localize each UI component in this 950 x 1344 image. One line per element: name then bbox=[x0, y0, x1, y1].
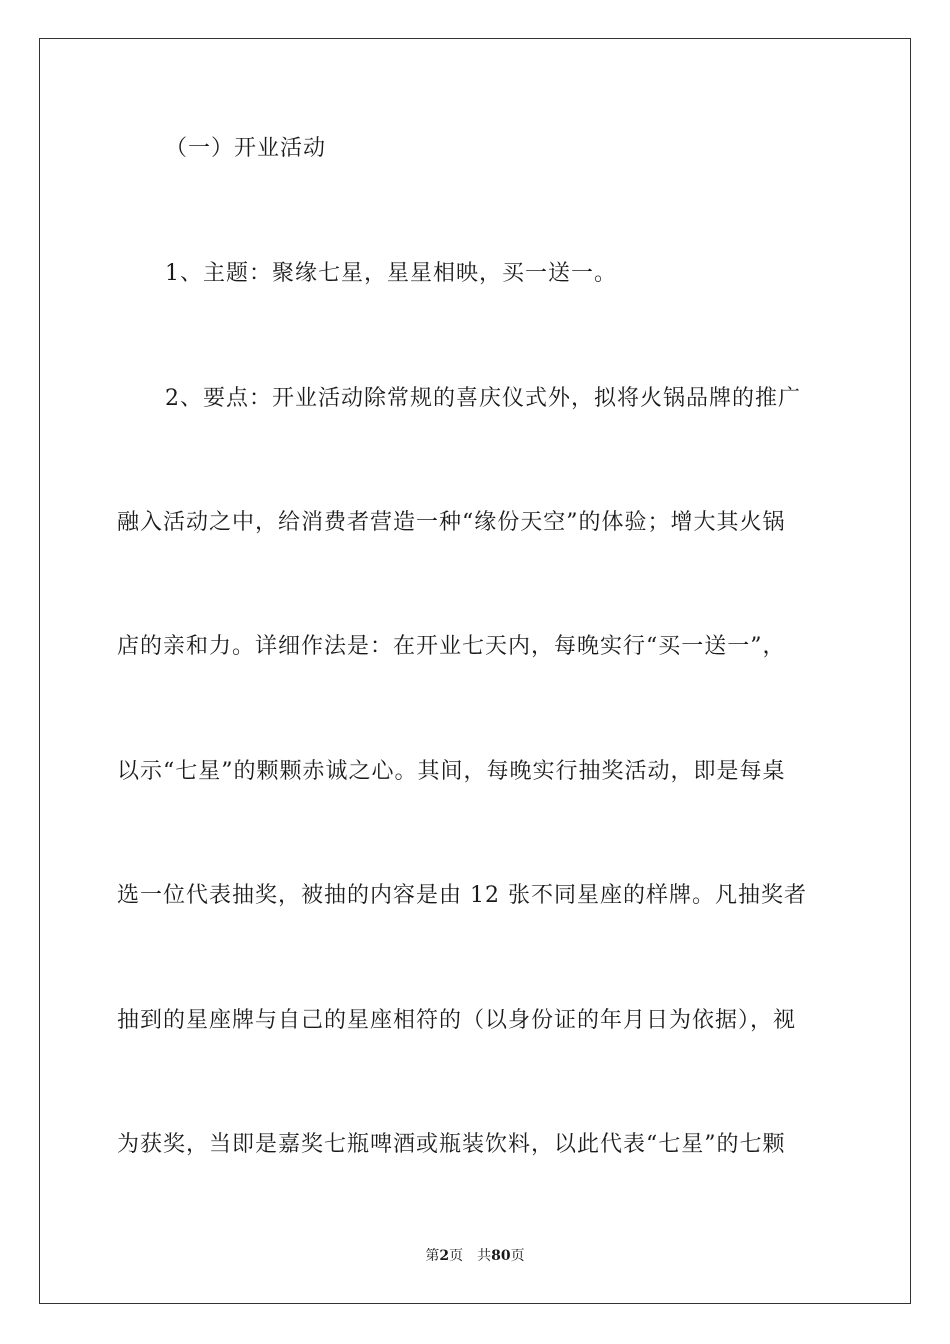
page-number: 2 bbox=[439, 1248, 450, 1264]
list-item-theme: 1、主题：聚缘七星，星星相映，买一送一。 bbox=[165, 261, 617, 286]
page-label-suffix: 页 bbox=[449, 1248, 464, 1264]
total-label-suffix: 页 bbox=[510, 1248, 525, 1264]
paragraph-line: 选一位代表抽奖，被抽的内容是由 12 张不同星座的样牌。凡抽奖者 bbox=[117, 883, 807, 908]
paragraph-line: 店的亲和力。详细作法是：在开业七天内，每晚实行“买一送一”， bbox=[117, 634, 786, 659]
total-pages: 80 bbox=[491, 1248, 511, 1264]
section-heading: （一）开业活动 bbox=[165, 136, 327, 161]
paragraph-line: 2、要点：开业活动除常规的喜庆仪式外，拟将火锅品牌的推广 bbox=[165, 386, 801, 411]
page-footer bbox=[0, 1246, 950, 1266]
paragraph-line: 以示“七星”的颗颗赤诚之心。其间，每晚实行抽奖活动，即是每桌 bbox=[117, 759, 786, 784]
paragraph-line: 为获奖，当即是嘉奖七瓶啤酒或瓶装饮料，以此代表“七星”的七颗 bbox=[117, 1132, 786, 1157]
paragraph-line: 融入活动之中，给消费者营造一种“缘份天空”的体验；增大其火锅 bbox=[117, 510, 786, 535]
page-label-prefix: 第 bbox=[425, 1248, 440, 1264]
paragraph-line: 抽到的星座牌与自己的星座相符的（以身份证的年月日为依据），视 bbox=[117, 1008, 797, 1033]
page-frame bbox=[39, 38, 911, 1304]
total-label-prefix: 共 bbox=[477, 1248, 492, 1264]
